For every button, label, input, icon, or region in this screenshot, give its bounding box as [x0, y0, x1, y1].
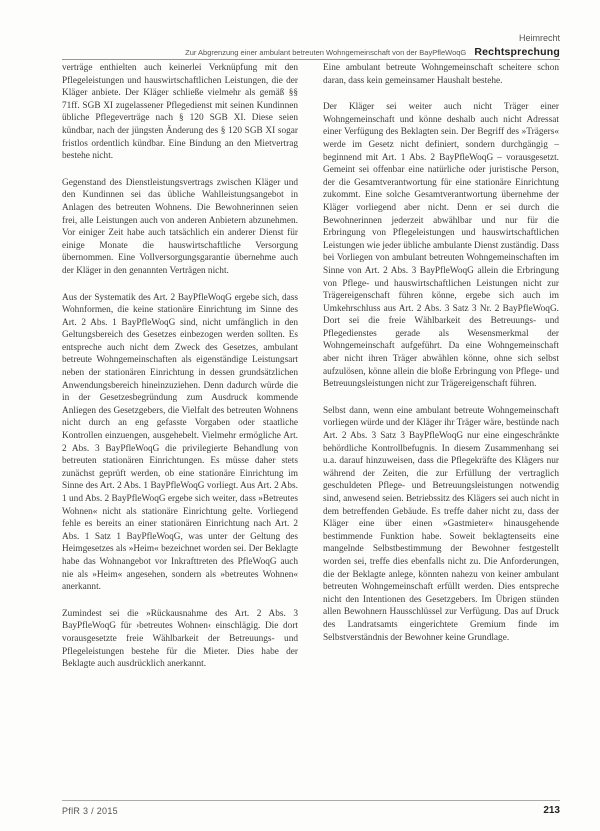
right-column: [323, 62, 559, 658]
paragraph: Selbst dann, wenn eine ambulant betreute Wohngemeinschaft vorliegen würde und der Kläger ihr Träger wäre, bestünde nach Art. 2 Abs. 3 Satz 3 BayPfleWoqG nur eine eingeschränkte behördliche Kontrollbefugnis. In diesem Zusammenhang sei u.a. darauf hinzuweisen, dass die Pflegekräfte des Klägers nur während der Zeiten, die zur Erfüllung der vertraglich geschuldeten Pflege- und Betreuungsleistungen notwendig sind, anwesend seien. Betriebssitz des Klägers sei auch nicht in dem betreffenden Gebäude. Es treffe daher nicht zu, dass der Kläger eine über einen »Gastmieter« hinausgehende bestimmende Funktion habe. Soweit beklagtenseits eine mangelnde Selbstbestimmung der Bewohner festgestellt worden sei, treffe dies ebenfalls nicht zu. Die Anforderungen, die der Beklagte anlege, könnten nahezu von keiner ambulant betreuten Wohngemeinschaft erfüllt werden. Dies entspreche nicht den Intentionen des Gesetzgebers. Im Übrigen stünden allen Bewohnern Hausschlüssel zur Verfügung. Das auf Druck des Landratsamts eingerichtete Gremium finde im Selbstverständnis der Bewohner keine Grundlage.: [323, 405, 559, 643]
page-header: [0, 0, 600, 62]
category-label: Rechtsprechung: [474, 46, 560, 58]
section-label: Heimrecht: [518, 33, 560, 43]
paragraph: verträge enthielten auch keinerlei Verknüpfung mit den Pflegeleistungen und hauswirtschaftlichen Leistungen, die der Kläger anbiete. Der Kläger schließe vielmehr als gemäß §§ 71ff. SGB XI zugelassener Pflegedienst mit seinen Kundinnen übliche Pflegeverträge nach § 120 SGB XI. Diese seien kündbar, nach der jüngsten Änderung des § 120 SGB XI sogar fristlos ordentlich kündbar. Eine Bindung an den Mietvertrag bestehe nicht.: [62, 63, 298, 162]
left-column: [62, 62, 298, 685]
page-footer: [62, 800, 560, 821]
journal-issue: PflR 3 / 2015: [62, 806, 118, 816]
running-title: Zur Abgrenzung einer ambulant betreuten Wohngemeinschaft von der BayPfleWoqG: [185, 48, 467, 57]
paragraph: Eine ambulant betreute Wohngemeinschaft scheitere schon daran, dass kein gemeinsamer Haushalt bestehe.: [323, 63, 559, 86]
paragraph: Der Kläger sei weiter auch nicht Träger einer Wohngemeinschaft und könne deshalb auch nicht Adressat einer Verfügung des Beklagten sein. Der Begriff des »Trägers« werde im Gesetz nicht definiert, sondern durchgängig – beginnend mit Art. 1 Abs. 2 BayPfleWoqG – vorausgesetzt. Gemeint sei offenbar eine natürliche oder juristische Person, der die Gesamtverantwortung für eine stationäre Einrichtung zukommt. Eine solche Gesamtverantwortung übernehme der Kläger vorliegend aber nicht. Denn er sei durch die Bewohnerinnen jederzeit abwählbar und nur für die Erbringung von Pflegeleistungen und hauswirtschaftlichen Leistungen wie jeder übliche ambulante Dienst zuständig. Dass bei Vorliegen von ambulant betreuten Wohngemeinschaften im Sinne von Art. 2 Abs. 3 BayPfleWoqG allein die Erbringung von Pflege- und hauswirtschaftlichen Leistungen nicht zur Trägereigenschaft führen könne, ergebe sich auch im Umkehrschluss aus Art. 2 Abs. 3 Satz 3 Nr. 2 BayPfleWoqG. Dort sei die freie Wählbarkeit des Betreuungs- und Pflegedienstes gerade als Wesensmerkmal der Wohngemeinschaft aufgeführt. Da eine Wohngemeinschaft aber nicht ihren Träger abwählen könne, ohne sich selbst aufzulösen, könne allein die bloße Erbringung von Pflege- und Betreuungsleistungen nicht zur Trägereigenschaft führen.: [323, 102, 559, 390]
paragraph: Gegenstand des Dienstleistungsvertrags zwischen Kläger und den Kundinnen sei das übliche Wahlleistungsangebot in Anlagen des betreuten Wohnens. Die Bewohnerinnen seien frei, alle Leistungen auch von anderen Anbietern abzunehmen. Vor einiger Zeit habe auch tatsächlich ein anderer Dienst für einige Monate die hauswirtschaftliche Versorgung übernommen. Eine Vollversorgungsgarantie übernehme auch der Kläger in den genannten Verträgen nicht.: [62, 177, 298, 276]
running-header: [80, 46, 560, 58]
header-rule: [62, 59, 560, 60]
page-number: 213: [543, 805, 560, 816]
paragraph: Zumindest sei die »Rückausnahme des Art. 2 Abs. 3 BayPfleWoqG für ›betreutes Wohnen‹ einschlägig. Die dort vorausgesetzte freie Wählbarkeit der Betreuungs- und Pflegeleistungen bestehe für die Mieter. Dies habe der Beklagte auch ausdrücklich anerkannt.: [62, 608, 298, 670]
paragraph: Aus der Systematik des Art. 2 BayPfleWoqG ergebe sich, dass Wohnformen, die keine stationäre Einrichtung im Sinne des Art. 2 Abs. 1 BayPfleWoqG sind, nicht umfänglich in den Geltungsbereich des Gesetzes einbezogen werden sollten. Es entspreche auch nicht dem Zweck des Gesetzes, ambulant betreute Wohngemeinschaften als eigenständige Leistungsart neben der stationären Einrichtung in dessen grundsätzlichen Anwendungsbereich hineinzuziehen. Denn dadurch würde die in der Gesetzesbegründung zum Ausdruck kommende Anliegen des Gesetzgebers, die Vielfalt des betreuten Wohnens nicht durch an eng gefasste Vorgaben oder staatliche Kontrollen einzuengen, ausgehebelt. Vielmehr ermögliche Art. 2 Abs. 3 BayPfleWoqG die privilegierte Behandlung von betreuten stationären Einrichtungen. Es müsse daher stets zunächst geprüft werden, ob eine stationäre Einrichtung im Sinne des Art. 2 Abs. 1 BayPfleWoqG vorliegt. Aus Art. 2 Abs. 1 und Abs. 2 BayPfleWoqG ergebe sich weiter, dass »Betreutes Wohnen« nicht als stationäre Einrichtung gelte. Vorliegend fehle es bereits an einer stationären Einrichtung nach Art. 2 Abs. 1 Satz 1 BayPfleWoqG, was unter der Geltung des Heimgesetzes als »Heim« bezeichnet worden sei. Der Beklagte habe das Wohnangebot vor Inkrafttreten des PfleWoqG auch nie als »Heim« angesehen, sondern als »betreutes Wohnen« anerkannt.: [62, 292, 298, 593]
